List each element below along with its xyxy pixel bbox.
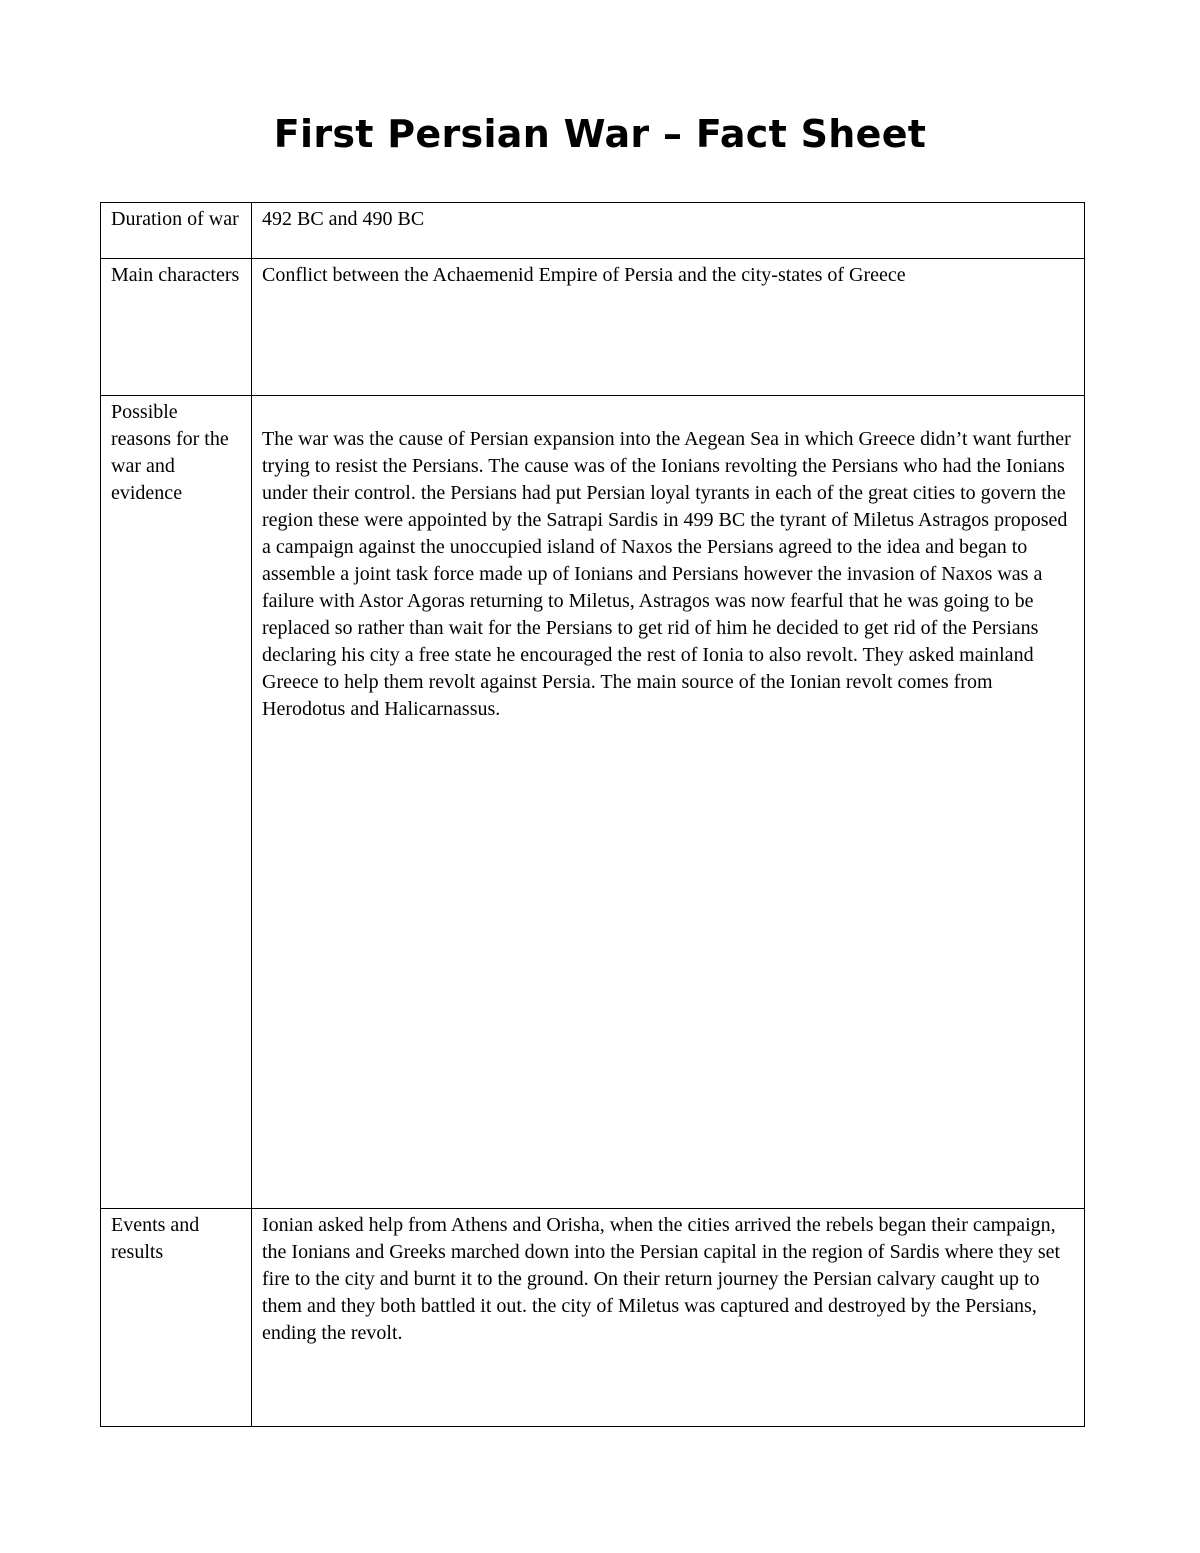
value-cell (252, 396, 1085, 1209)
table-row-main-characters (101, 259, 1085, 396)
table-row-reasons (101, 396, 1085, 1209)
row-label: Events and results (111, 1214, 200, 1263)
label-cell (101, 1209, 252, 1427)
row-label: Possible reasons for the war and evidence (111, 401, 229, 504)
label-cell (101, 396, 252, 1209)
page-title: First Persian War – Fact Sheet (273, 112, 927, 156)
value-cell (252, 203, 1085, 259)
row-value: Conflict between the Achaemenid Empire of Persia and the city-states of Greece (262, 264, 906, 286)
row-value: The war was the cause of Persian expansion into the Aegean Sea in which Greece didn’t want further trying to resist the Persians. The cause was of the Ionians revolting the Persians who had the Ionians under their control. the Persians had put Persian loyal tyrants in each of the great cities to govern the region these were appointed by the Satrapi Sardis in 499 BC the tyrant of Miletus Astragos proposed a campaign against the unoccupied island of Naxos the Persians agreed to the idea and began to assemble a joint task force made up of Ionians and Persians however the invasion of Naxos was a failure with Astor Agoras returning to Miletus, Astragos was now fearful that he was going to be replaced so rather than wait for the Persians to get rid of him he decided to get rid of the Persians declaring his city a free state he encouraged the rest of Ionia to also revolt. They asked mainland Greece to help them revolt against Persia. The main source of the Ionian revolt comes from Herodotus and Halicarnassus. (262, 428, 1071, 720)
row-value: Ionian asked help from Athens and Orisha, when the cities arrived the rebels began their campaign, the Ionians and Greeks marched down into the Persian capital in the region of Sardis where they set fire to the city and burnt it to the ground. On their return journey the Persian calvary caught up to them and they both battled it out. the city of Miletus was captured and destroyed by the Persians, ending the revolt. (262, 1214, 1061, 1344)
row-value: 492 BC and 490 BC (262, 208, 425, 230)
value-cell (252, 259, 1085, 396)
label-cell (101, 259, 252, 396)
row-label: Main characters (111, 264, 240, 286)
fact-table (100, 202, 1085, 1427)
value-cell (252, 1209, 1085, 1427)
row-label: Duration of war (111, 208, 239, 230)
label-cell (101, 203, 252, 259)
table-row-events (101, 1209, 1085, 1427)
table-row-duration (101, 203, 1085, 259)
